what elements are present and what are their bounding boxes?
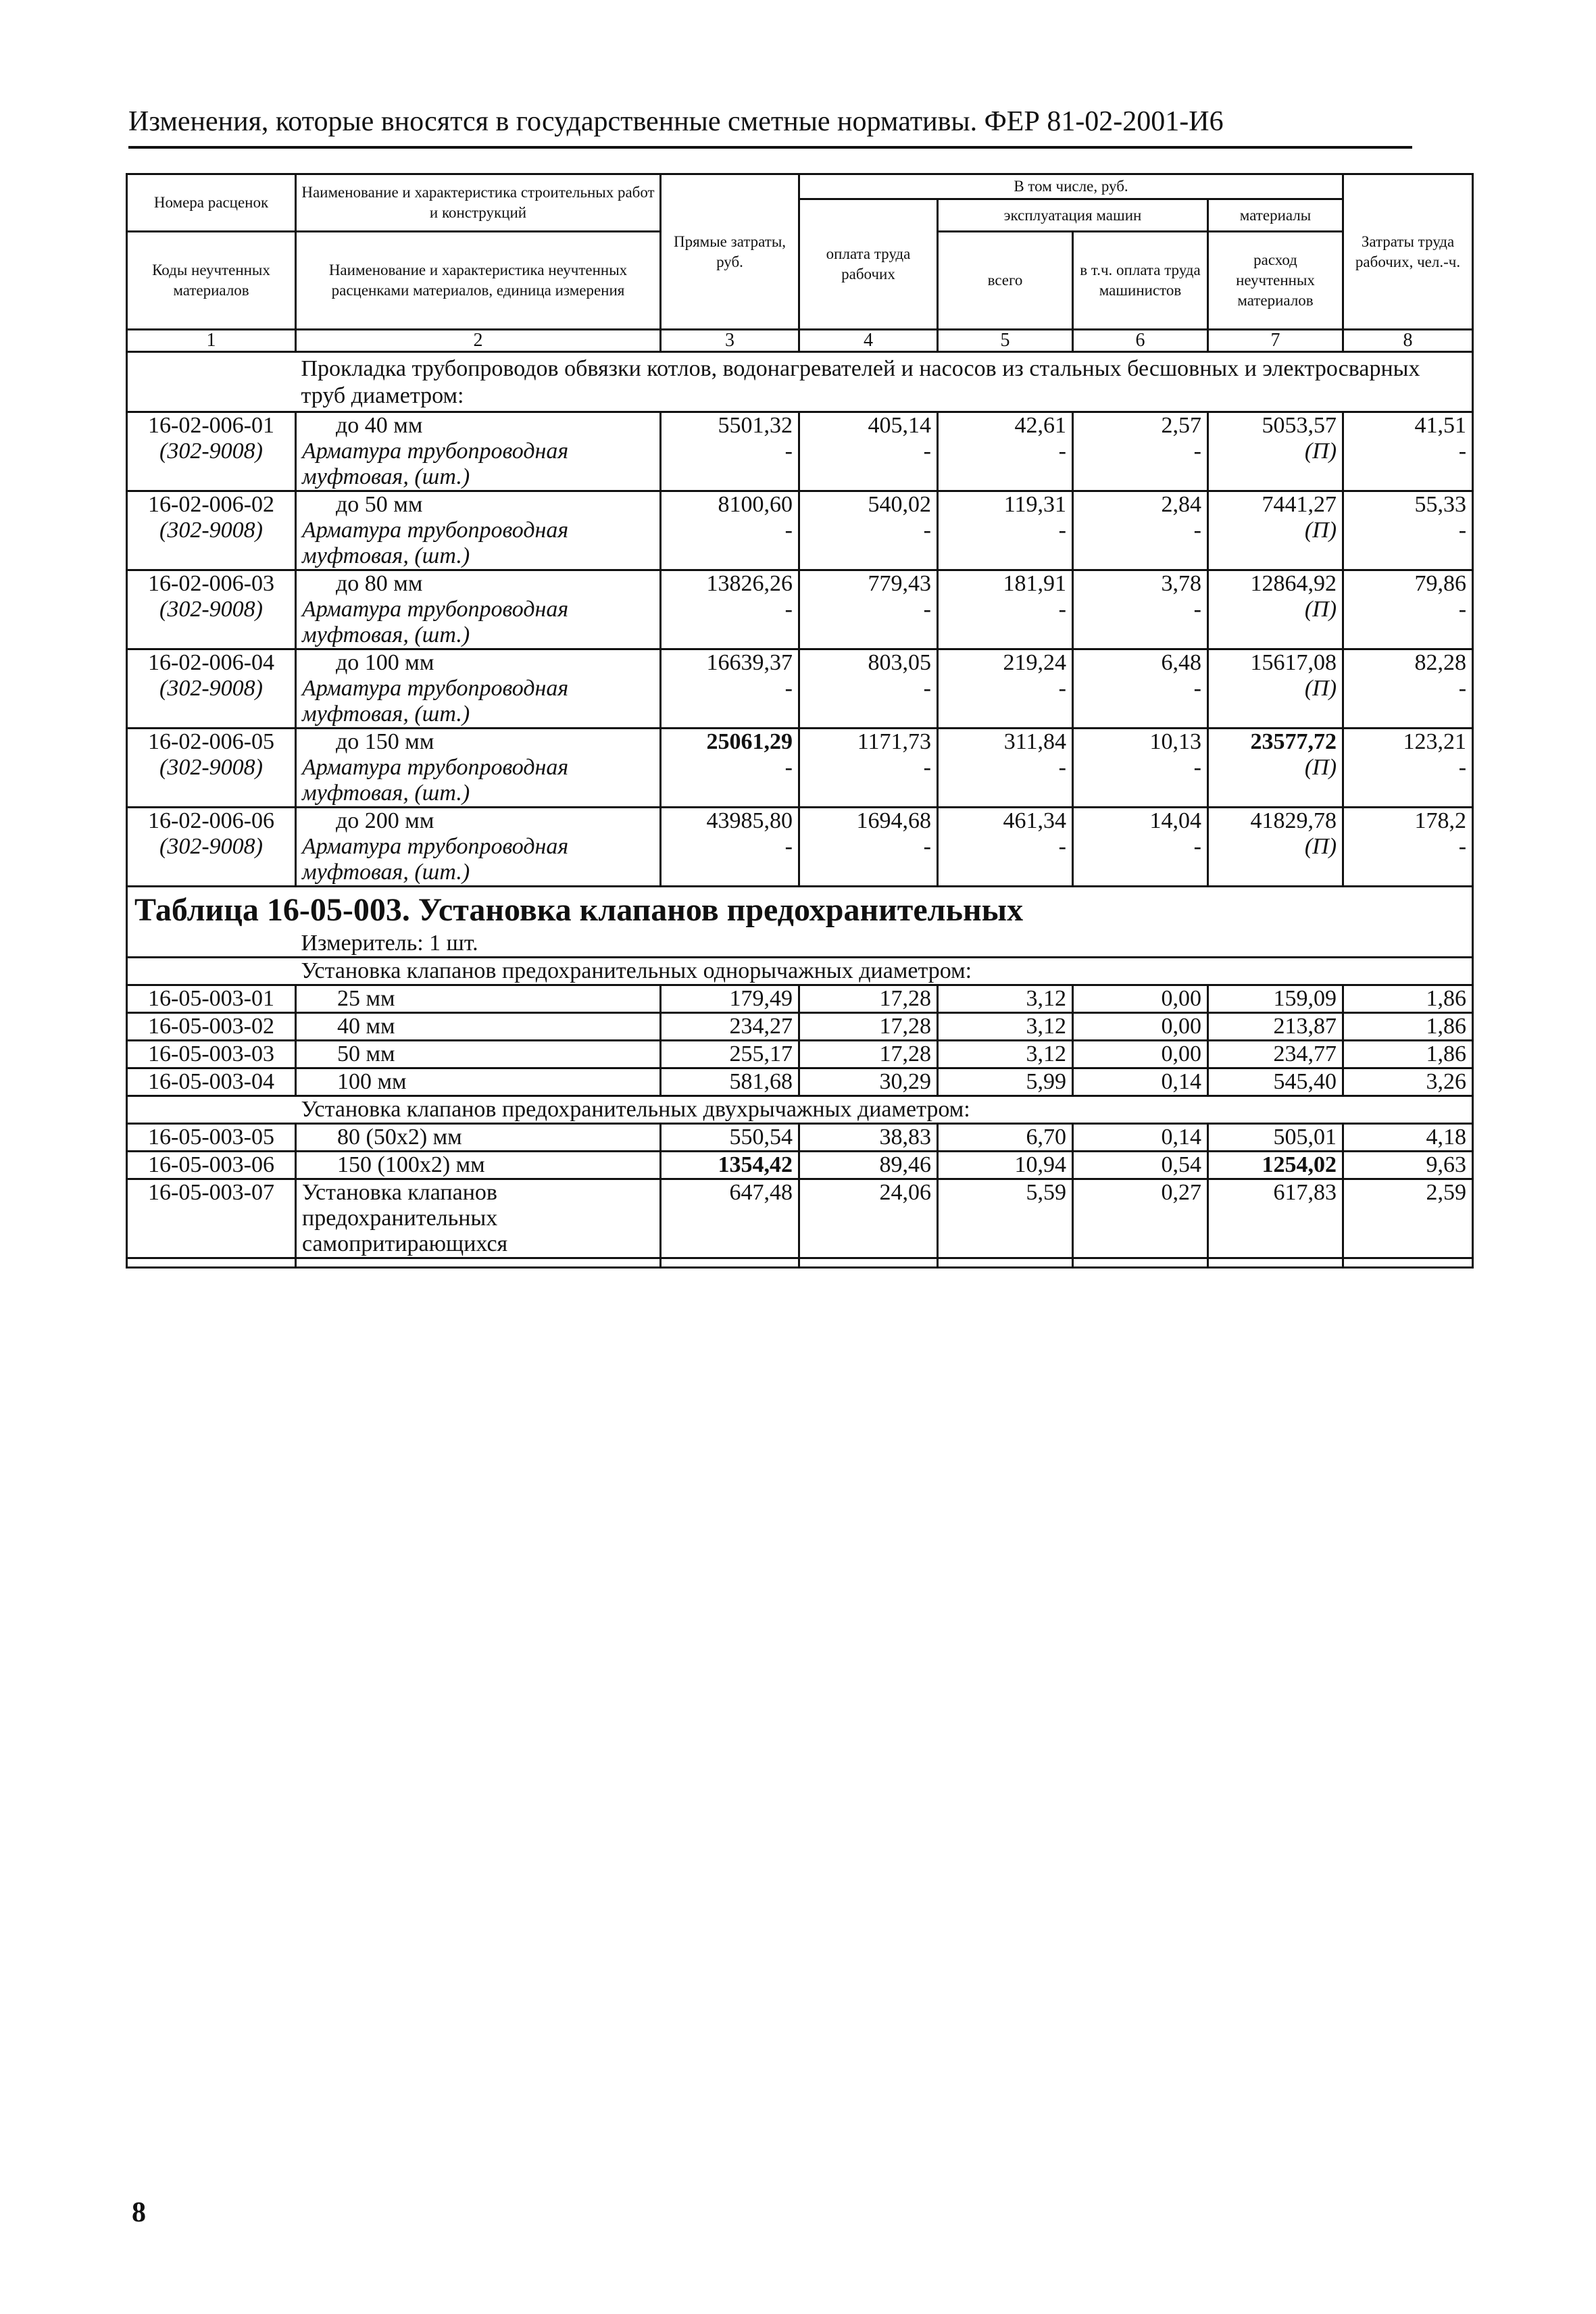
materials-note: (П)	[1304, 439, 1337, 464]
material-code: (302-9008)	[159, 755, 263, 780]
machines-cell	[938, 412, 1073, 491]
wages: 779,43	[868, 571, 931, 596]
group-heading: Установка клапанов предохранительных однорычажных диаметром:	[296, 958, 1473, 985]
labor: 41,51	[1414, 413, 1467, 438]
dash: -	[1458, 597, 1467, 622]
rate-code-cell	[127, 412, 296, 491]
dash: -	[784, 439, 793, 464]
wages-cell	[799, 570, 938, 649]
dash: -	[1193, 755, 1201, 780]
direct-costs-cell	[661, 412, 799, 491]
labor: 4,18	[1343, 1124, 1473, 1152]
dash: -	[1458, 676, 1467, 701]
labor: 1,86	[1343, 985, 1473, 1013]
dash: -	[1058, 439, 1066, 464]
wages: 89,46	[799, 1152, 938, 1179]
col-header-group: В том числе, руб.	[799, 174, 1343, 199]
machinist-wages-cell	[1073, 412, 1208, 491]
table-row	[127, 985, 1473, 1013]
machinist-wages-cell	[1073, 649, 1208, 729]
materials-note: (П)	[1304, 676, 1337, 701]
labor: 55,33	[1414, 492, 1467, 517]
dash: -	[1193, 439, 1201, 464]
rate-code: 16-02-006-06	[148, 808, 274, 833]
direct-costs: 8100,60	[718, 492, 793, 517]
labor-cell	[1343, 808, 1473, 887]
dash: -	[1458, 755, 1467, 780]
labor: 3,26	[1343, 1068, 1473, 1096]
page-header: Изменения, которые вносятся в государственные сметные нормативы. ФЕР 81-02-2001-И6	[128, 101, 1412, 149]
rate-name: до 200 мм	[336, 808, 434, 833]
direct-costs-cell	[661, 649, 799, 729]
machinist-wages: 0,14	[1073, 1124, 1208, 1152]
machinist-wages: 3,78	[1161, 571, 1201, 596]
machinist-wages-cell	[1073, 808, 1208, 887]
direct-costs: 647,48	[661, 1179, 799, 1258]
materials: 505,01	[1208, 1124, 1343, 1152]
direct-costs: 25061,29	[706, 729, 793, 754]
labor: 9,63	[1343, 1152, 1473, 1179]
materials: 41829,78	[1250, 808, 1337, 833]
wages-cell	[799, 808, 938, 887]
rate-code-cell	[127, 649, 296, 729]
col-header-machines: эксплуатация машин	[938, 199, 1208, 232]
wages: 24,06	[799, 1179, 938, 1258]
material-name: Арматура трубопроводная муфтовая, (шт.)	[302, 676, 569, 727]
dash: -	[1458, 439, 1467, 464]
rate-name: Установка клапанов предохранительных самопритирающихся	[296, 1179, 661, 1258]
material-code: (302-9008)	[159, 676, 263, 701]
machines-total: 3,12	[938, 1013, 1073, 1041]
rate-code: 16-05-003-01	[127, 985, 296, 1013]
machines-cell	[938, 491, 1073, 570]
dash: -	[923, 597, 931, 622]
machines-total: 10,94	[938, 1152, 1073, 1179]
dash: -	[923, 755, 931, 780]
machines-cell	[938, 729, 1073, 808]
rate-name-cell	[296, 649, 661, 729]
machinist-wages: 6,48	[1161, 650, 1201, 675]
col-header-materials: материалы	[1208, 199, 1343, 232]
machines-total: 311,84	[1003, 729, 1066, 754]
wages: 30,29	[799, 1068, 938, 1096]
labor: 2,59	[1343, 1179, 1473, 1258]
rate-name-cell	[296, 491, 661, 570]
col-index: 8	[1343, 330, 1473, 352]
table-row	[127, 491, 1473, 570]
direct-costs-cell	[661, 808, 799, 887]
rate-name: до 100 мм	[336, 650, 434, 675]
col-index: 1	[127, 330, 296, 352]
column-index-row	[127, 330, 1473, 352]
dash: -	[1193, 834, 1201, 859]
dash: -	[1193, 676, 1201, 701]
rate-code: 16-05-003-06	[127, 1152, 296, 1179]
direct-costs: 1354,42	[661, 1152, 799, 1179]
table-row	[127, 729, 1473, 808]
wages: 1694,68	[856, 808, 931, 833]
dash: -	[1058, 755, 1066, 780]
col-index: 6	[1073, 330, 1208, 352]
dash: -	[1193, 597, 1201, 622]
rate-code: 16-05-003-04	[127, 1068, 296, 1096]
machinist-wages: 0,27	[1073, 1179, 1208, 1258]
material-name: Арматура трубопроводная муфтовая, (шт.)	[302, 755, 569, 806]
wages: 540,02	[868, 492, 931, 517]
rate-name: 150 (100х2) мм	[296, 1152, 661, 1179]
table-title-cell	[127, 887, 1473, 931]
material-code: (302-9008)	[159, 518, 263, 543]
dash: -	[1058, 518, 1066, 543]
machines-cell	[938, 649, 1073, 729]
dash: -	[784, 676, 793, 701]
direct-costs-cell	[661, 729, 799, 808]
labor: 178,2	[1414, 808, 1467, 833]
machinist-wages: 2,57	[1161, 413, 1201, 438]
material-name: Арматура трубопроводная муфтовая, (шт.)	[302, 834, 569, 885]
rate-code: 16-02-006-04	[148, 650, 274, 675]
rates-table-container	[126, 173, 1472, 1269]
materials-note: (П)	[1304, 755, 1337, 780]
labor-cell	[1343, 729, 1473, 808]
machines-total: 5,59	[938, 1179, 1073, 1258]
table-row	[127, 1013, 1473, 1041]
direct-costs: 5501,32	[718, 413, 793, 438]
machinist-wages: 0,54	[1073, 1152, 1208, 1179]
wages: 17,28	[799, 985, 938, 1013]
rate-name: до 40 мм	[336, 413, 423, 438]
table-row	[127, 649, 1473, 729]
machinist-wages-cell	[1073, 491, 1208, 570]
dash: -	[923, 518, 931, 543]
rate-code-cell	[127, 808, 296, 887]
rate-name: 100 мм	[296, 1068, 661, 1096]
material-code: (302-9008)	[159, 439, 263, 464]
wages: 405,14	[868, 413, 931, 438]
col-index: 2	[296, 330, 661, 352]
machines-total: 219,24	[1003, 650, 1066, 675]
machines-total: 6,70	[938, 1124, 1073, 1152]
dash: -	[1058, 597, 1066, 622]
direct-costs: 234,27	[661, 1013, 799, 1041]
materials-cell	[1208, 491, 1343, 570]
labor-cell	[1343, 649, 1473, 729]
direct-costs: 255,17	[661, 1041, 799, 1068]
rate-code: 16-02-006-03	[148, 571, 274, 596]
table-row	[127, 570, 1473, 649]
rate-code-cell	[127, 729, 296, 808]
col-index: 3	[661, 330, 799, 352]
materials: 12864,92	[1250, 571, 1337, 596]
dash: -	[784, 597, 793, 622]
materials: 159,09	[1208, 985, 1343, 1013]
machinist-wages: 0,00	[1073, 1013, 1208, 1041]
dash: -	[1058, 676, 1066, 701]
wages-cell	[799, 649, 938, 729]
material-name: Арматура трубопроводная муфтовая, (шт.)	[302, 439, 569, 489]
rate-code: 16-05-003-03	[127, 1041, 296, 1068]
group-heading: Установка клапанов предохранительных двухрычажных диаметром:	[296, 1096, 1473, 1124]
direct-costs: 581,68	[661, 1068, 799, 1096]
materials: 23577,72	[1250, 729, 1337, 754]
material-name: Арматура трубопроводная муфтовая, (шт.)	[302, 518, 569, 568]
machines-cell	[938, 570, 1073, 649]
rate-code: 16-05-003-07	[127, 1179, 296, 1258]
rate-code: 16-02-006-05	[148, 729, 274, 754]
labor: 82,28	[1414, 650, 1467, 675]
wages: 17,28	[799, 1041, 938, 1068]
materials-note: (П)	[1304, 834, 1337, 859]
labor-cell	[1343, 570, 1473, 649]
table-row	[127, 1152, 1473, 1179]
col-header-machinist-wages: в т.ч. оплата труда машинистов	[1073, 232, 1208, 330]
dash: -	[923, 834, 931, 859]
rate-code: 16-02-006-01	[148, 413, 274, 438]
materials-note: (П)	[1304, 518, 1337, 543]
rate-name: до 80 мм	[336, 571, 423, 596]
col-header-machines-total: всего	[938, 232, 1073, 330]
table-row	[127, 1041, 1473, 1068]
col-index: 7	[1208, 330, 1343, 352]
wages-cell	[799, 412, 938, 491]
wages: 17,28	[799, 1013, 938, 1041]
dash: -	[784, 518, 793, 543]
dash: -	[1193, 518, 1201, 543]
labor-cell	[1343, 491, 1473, 570]
machines-total: 181,91	[1003, 571, 1066, 596]
materials-cell	[1208, 412, 1343, 491]
machinist-wages: 14,04	[1149, 808, 1201, 833]
rates-table	[126, 173, 1474, 1269]
materials-cell	[1208, 649, 1343, 729]
direct-costs: 16639,37	[706, 650, 793, 675]
wages: 38,83	[799, 1124, 938, 1152]
rate-name: до 150 мм	[336, 729, 434, 754]
materials: 234,77	[1208, 1041, 1343, 1068]
dash: -	[784, 755, 793, 780]
unit-label: Измеритель: 1 шт.	[296, 931, 1473, 958]
wages: 1171,73	[857, 729, 931, 754]
labor: 123,21	[1403, 729, 1467, 754]
material-name: Арматура трубопроводная муфтовая, (шт.)	[302, 597, 569, 647]
materials: 617,83	[1208, 1179, 1343, 1258]
machinist-wages: 0,14	[1073, 1068, 1208, 1096]
col-header-labor: Затраты труда рабочих, чел.-ч.	[1343, 174, 1473, 330]
machines-cell	[938, 808, 1073, 887]
rate-name-cell	[296, 808, 661, 887]
materials: 213,87	[1208, 1013, 1343, 1041]
machinist-wages: 0,00	[1073, 985, 1208, 1013]
dash: -	[923, 439, 931, 464]
materials: 1254,02	[1208, 1152, 1343, 1179]
dash: -	[1058, 834, 1066, 859]
table-row	[127, 808, 1473, 887]
section-intro: Прокладка трубопроводов обвязки котлов, водонагревателей и насосов из стальных бесшовных и электросварных труб диаметром:	[296, 352, 1473, 412]
machines-total: 461,34	[1003, 808, 1066, 833]
machinist-wages: 2,84	[1161, 492, 1201, 517]
rate-name-cell	[296, 412, 661, 491]
materials: 15617,08	[1250, 650, 1337, 675]
direct-costs-cell	[661, 491, 799, 570]
wages: 803,05	[868, 650, 931, 675]
table-row	[127, 1068, 1473, 1096]
page-number: 8	[132, 2197, 146, 2228]
wages-cell	[799, 729, 938, 808]
rate-name: 25 мм	[296, 985, 661, 1013]
rate-name: 50 мм	[296, 1041, 661, 1068]
labor: 1,86	[1343, 1041, 1473, 1068]
machines-total: 5,99	[938, 1068, 1073, 1096]
col-header-works: Наименование и характеристика строительных работ и конструкций	[296, 174, 661, 232]
material-code: (302-9008)	[159, 834, 263, 859]
machines-total: 42,61	[1014, 413, 1066, 438]
table-row	[127, 412, 1473, 491]
direct-costs-cell	[661, 570, 799, 649]
col-header-direct-costs: Прямые затраты, руб.	[661, 174, 799, 330]
rate-name: 80 (50х2) мм	[296, 1124, 661, 1152]
dash: -	[784, 834, 793, 859]
rate-name-cell	[296, 570, 661, 649]
machinist-wages: 10,13	[1149, 729, 1201, 754]
machinist-wages: 0,00	[1073, 1041, 1208, 1068]
dash: -	[1458, 834, 1467, 859]
rate-code-cell	[127, 570, 296, 649]
rate-code-cell	[127, 491, 296, 570]
rate-name: 40 мм	[296, 1013, 661, 1041]
col-header-material-names: Наименование и характеристика неучтенных расценками материалов, единица измерения	[296, 232, 661, 330]
materials: 7441,27	[1262, 492, 1337, 517]
col-header-material-consumption: расход неучтенных материалов	[1208, 232, 1343, 330]
materials: 5053,57	[1262, 413, 1337, 438]
rate-code: 16-05-003-05	[127, 1124, 296, 1152]
rate-name-cell	[296, 729, 661, 808]
labor-cell	[1343, 412, 1473, 491]
rate-name: до 50 мм	[336, 492, 423, 517]
dash: -	[923, 676, 931, 701]
rate-code: 16-02-006-02	[148, 492, 274, 517]
table-row	[127, 1179, 1473, 1258]
dash: -	[1458, 518, 1467, 543]
materials-cell	[1208, 570, 1343, 649]
direct-costs: 179,49	[661, 985, 799, 1013]
material-code: (302-9008)	[159, 597, 263, 622]
machines-total: 119,31	[1003, 492, 1066, 517]
col-index: 4	[799, 330, 938, 352]
direct-costs: 43985,80	[706, 808, 793, 833]
col-header-wages: оплата труда рабочих	[799, 199, 938, 330]
machinist-wages-cell	[1073, 729, 1208, 808]
col-header-rates: Номера расценок	[127, 174, 296, 232]
materials: 545,40	[1208, 1068, 1343, 1096]
machines-total: 3,12	[938, 1041, 1073, 1068]
table-title: Таблица 16-05-003. Установка клапанов предохранительных	[134, 892, 1024, 928]
machines-total: 3,12	[938, 985, 1073, 1013]
wages-cell	[799, 491, 938, 570]
machinist-wages-cell	[1073, 570, 1208, 649]
direct-costs: 550,54	[661, 1124, 799, 1152]
direct-costs: 13826,26	[706, 571, 793, 596]
materials-note: (П)	[1304, 597, 1337, 622]
labor: 1,86	[1343, 1013, 1473, 1041]
rate-code: 16-05-003-02	[127, 1013, 296, 1041]
col-header-material-codes: Коды неучтенных материалов	[127, 232, 296, 330]
materials-cell	[1208, 808, 1343, 887]
col-index: 5	[938, 330, 1073, 352]
table-row	[127, 1124, 1473, 1152]
labor: 79,86	[1414, 571, 1467, 596]
materials-cell	[1208, 729, 1343, 808]
